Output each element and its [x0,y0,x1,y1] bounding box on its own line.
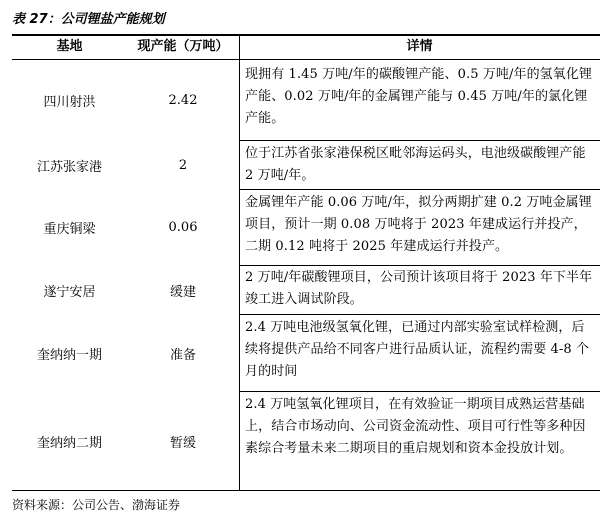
row-capacity: 暂缓 [169,435,196,451]
row-base: 遂宁安居 [43,284,96,300]
row-detail: 金属锂年产能 0.06 万吨/年，拟分两期扩建 0.2 万吨金属锂项目，预计一期 0.08 万吨将于 2023 年建成运行并投产，二期 0.12 吨将于 2025 年建成运行并投产。 [245,195,592,254]
row-divider [239,314,600,315]
header-detail: 详情 [406,39,433,54]
row-divider [239,391,600,392]
source-note: 资料来源：公司公告、渤海证券 [12,498,181,512]
row-divider [239,140,600,141]
row-capacity: 0.06 [168,220,198,235]
row-detail: 2 万吨/年碳酸锂项目，公司预计该项目将于 2023 年下半年竣工进入调试阶段。 [245,270,593,307]
row-divider [239,265,600,266]
row-detail: 2.4 万吨氢氧化锂项目，在有效验证一期项目成熟运营基础上，结合市场动向、公司资金流动性、项目可行性等多种因素综合考量未来二期项目的重启规划和资本金投放计划。 [245,397,586,456]
row-base: 奎纳纳一期 [36,347,102,363]
row-base: 江苏张家港 [36,159,102,175]
row-detail: 2.4 万吨电池级氢氧化锂，已通过内部实验室试样检测，后续将提供产品给不同客户进行品质认证，流程约需要 4-8 个月的时间 [245,320,590,379]
header-base: 基地 [56,39,83,54]
row-capacity: 2.42 [168,92,198,108]
row-capacity: 2 [178,157,188,173]
row-divider [239,189,600,190]
row-detail: 位于江苏省张家港保税区毗邻海运码头，电池级碳酸锂产能 2 万吨/年。 [245,146,586,183]
column-divider [239,36,240,490]
row-detail: 现拥有 1.45 万吨/年的碳酸锂产能、0.5 万吨/年的氢氧化锂产能、0.02 万吨/年的金属锂产能与 0.45 万吨/年的氯化锂产能。 [245,67,593,126]
row-base: 奎纳纳二期 [36,435,102,451]
row-base: 四川射洪 [43,94,96,110]
row-capacity: 准备 [169,347,196,363]
row-capacity: 缓建 [169,284,196,300]
bottom-rule [12,490,600,491]
header-capacity: 现产能（万吨） [137,39,229,54]
row-base: 重庆铜梁 [43,222,96,237]
table-title: 表 27：公司锂盐产能规划 [12,12,165,27]
